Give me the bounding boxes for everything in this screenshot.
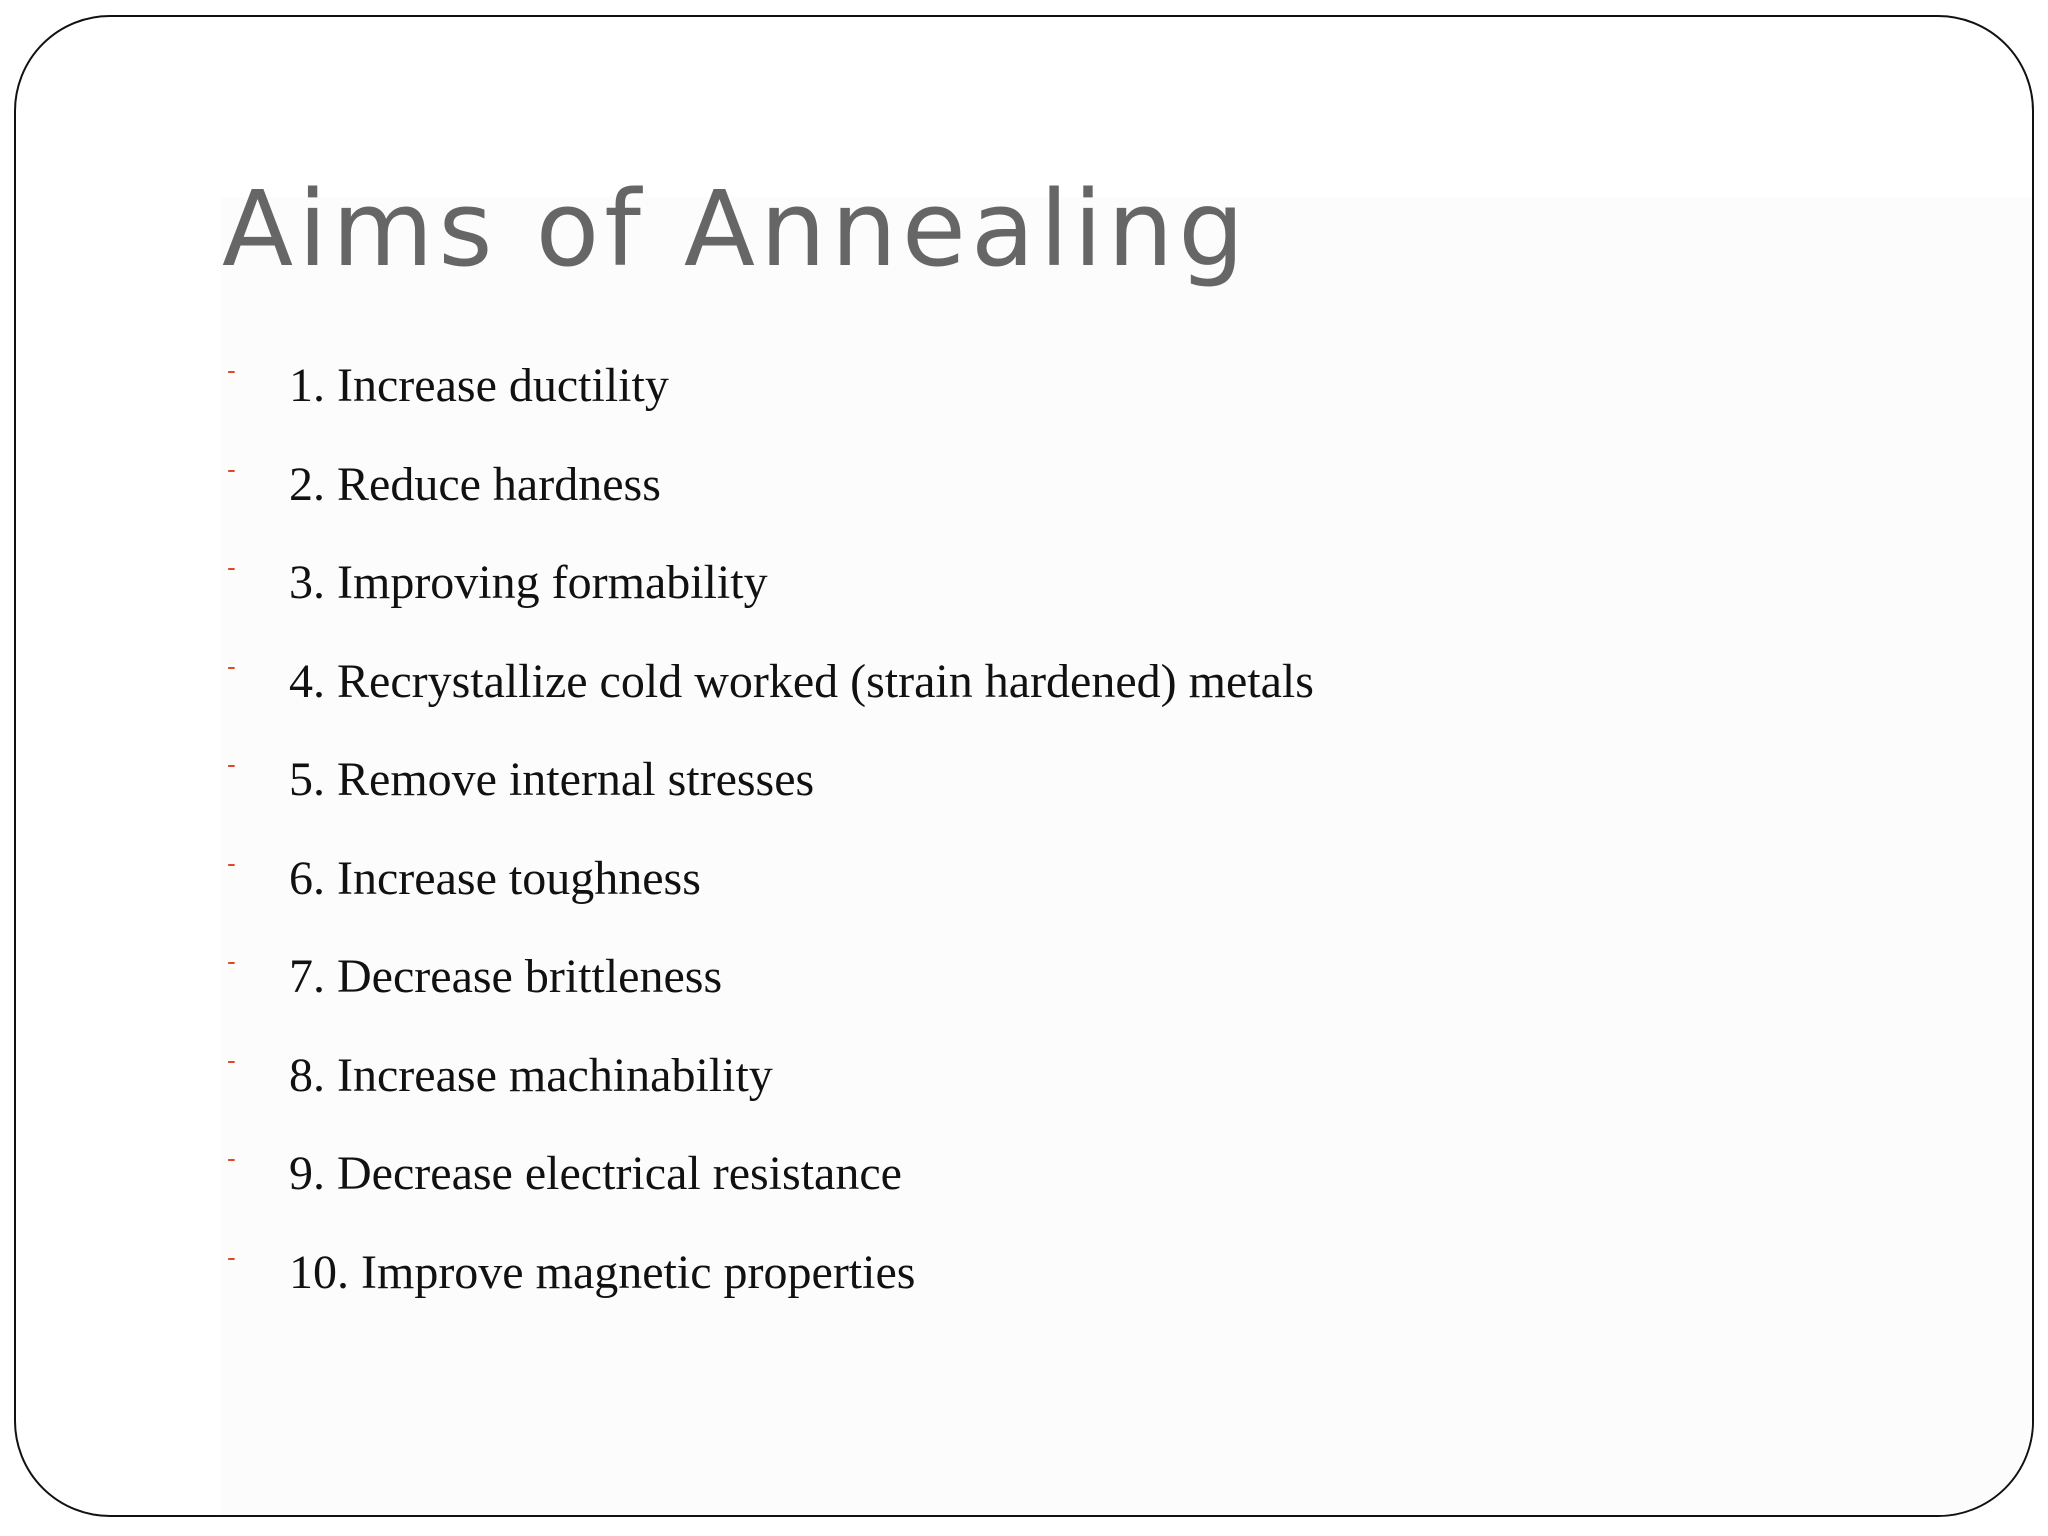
slide-title: Aims of Annealing <box>222 168 1250 290</box>
list-item-text: 9. Decrease electrical resistance <box>289 1147 902 1200</box>
dash-bullet-icon: - <box>227 356 236 386</box>
list-item-text: 8. Increase machinability <box>289 1048 773 1102</box>
dash-bullet-icon: - <box>227 1144 236 1174</box>
dash-bullet-icon: - <box>227 1242 236 1273</box>
list-item-text: 1. Increase ductility <box>289 359 669 412</box>
dash-bullet-icon: - <box>227 947 236 977</box>
dash-bullet-icon: - <box>227 651 236 682</box>
list-item-text: 6. Increase toughness <box>289 851 701 905</box>
list-item-text: 7. Decrease brittleness <box>289 950 723 1003</box>
list-item-text: 3. Improving formability <box>289 556 768 609</box>
list-item-text: 10. Improve magnetic properties <box>289 1245 916 1299</box>
list-item-text: 5. Remove internal stresses <box>289 753 815 806</box>
slide-frame <box>14 15 2034 1517</box>
list-item-text: 2. Reduce hardness <box>289 457 661 511</box>
dash-bullet-icon: - <box>227 1045 236 1076</box>
dash-bullet-icon: - <box>227 553 236 583</box>
list-item-text: 4. Recrystallize cold worked (strain hardened) metals <box>289 654 1314 708</box>
dash-bullet-icon: - <box>227 750 236 780</box>
dash-bullet-icon: - <box>227 848 236 879</box>
dash-bullet-icon: - <box>227 454 236 485</box>
